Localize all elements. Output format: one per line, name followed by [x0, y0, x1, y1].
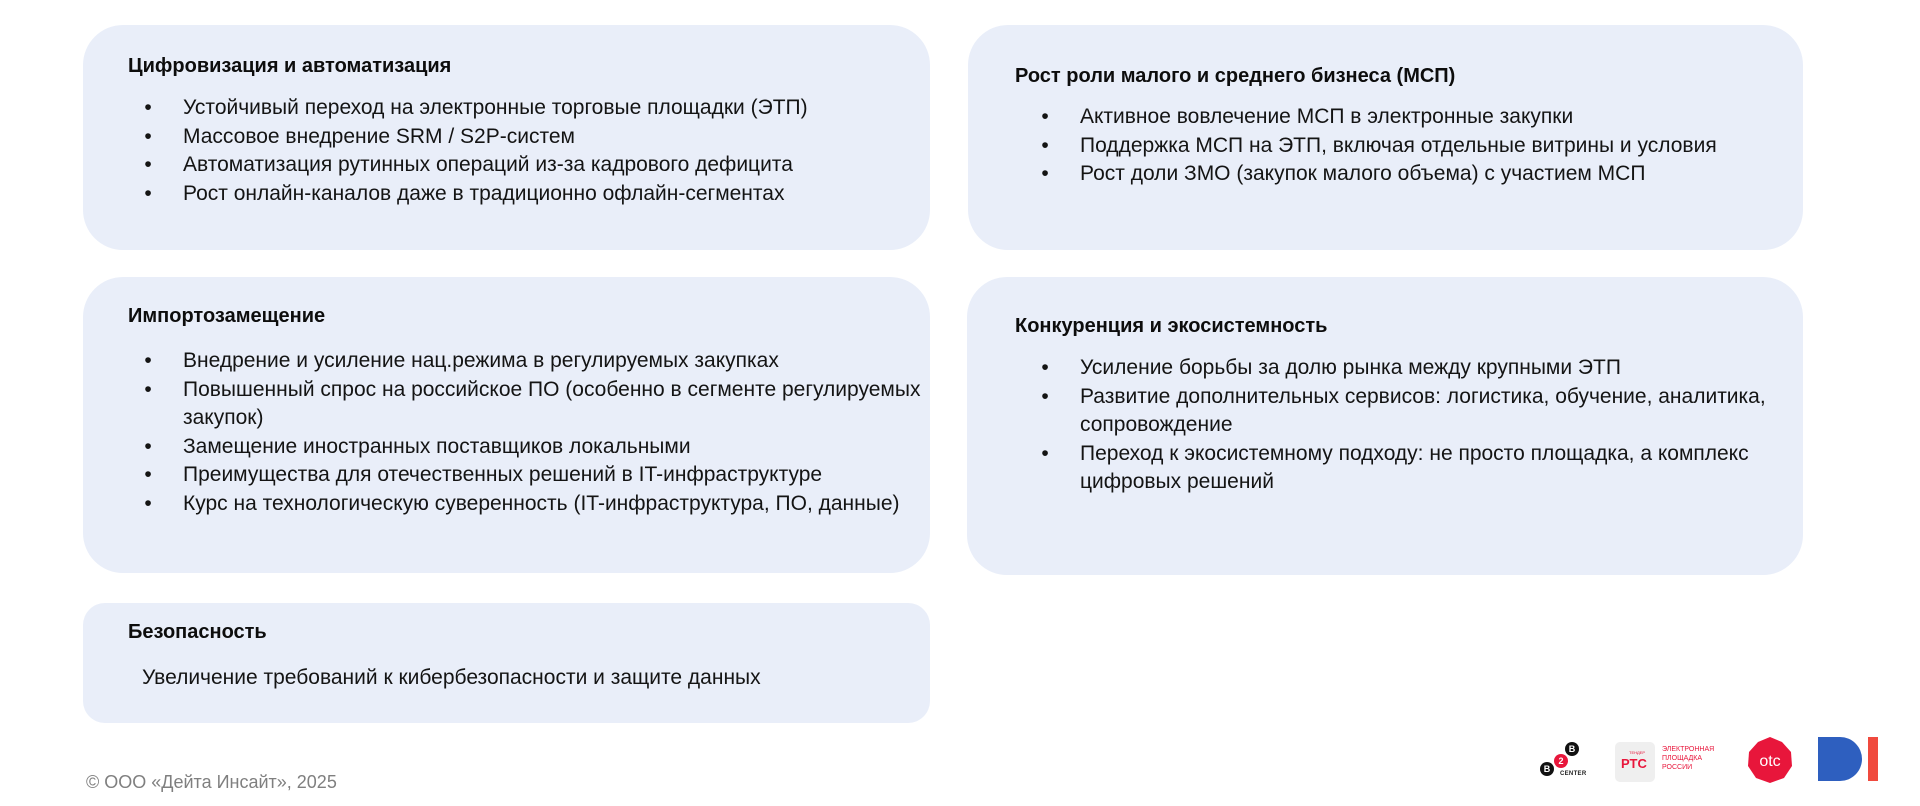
list-item: • Замещение иностранных поставщиков локальными	[143, 433, 933, 462]
b2b-center-logo	[1538, 740, 1594, 782]
b2b-circle-icon: B	[1540, 762, 1554, 776]
bullet-icon: •	[1041, 105, 1049, 128]
list-item: • Поддержка МСП на ЭТП, включая отдельные витрины и условия	[1040, 132, 1770, 161]
list-item: • Устойчивый переход на электронные торговые площадки (ЭТП)	[143, 94, 923, 123]
list-item: • Курс на технологическую суверенность (IT-инфраструктура, ПО, данные)	[143, 490, 933, 519]
list-item: • Активное вовлечение МСП в электронные закупки	[1040, 103, 1770, 132]
security-text: Увеличение требований к кибербезопасности и защите данных	[142, 666, 761, 689]
list-item: • Повышенный спрос на российское ПО (особенно в сегменте регулируемых закупок)	[144, 377, 921, 430]
bullet-icon: •	[144, 124, 152, 148]
bullet-icon: •	[144, 96, 152, 119]
list-item: • Переход к экосистемному подходу: не просто площадка, а комплекс цифровых решений	[1041, 441, 1749, 494]
list-item: • Внедрение и усиление нац.режима в регулируемых закупках	[143, 347, 933, 376]
bullet-list-smb-growth	[1040, 103, 1770, 189]
bullet-icon: •	[1041, 441, 1049, 465]
b2b-circle-icon: 2	[1554, 754, 1568, 768]
bullet-icon: •	[1041, 384, 1049, 408]
di-logo-icon	[1818, 737, 1880, 781]
card-title-import-substitution: Импортозамещение	[128, 305, 326, 327]
b2b-circle-icon: B	[1565, 742, 1579, 756]
bullet-list-import-substitution	[143, 347, 933, 519]
list-item: • Рост онлайн-каналов даже в традиционно офлайн-сегментах	[143, 180, 923, 209]
card-title-security: Безопасность	[128, 621, 267, 643]
card-title-competition-ecosystem: Конкуренция и экосистемность	[1015, 315, 1328, 337]
bullet-icon: •	[144, 463, 152, 487]
otc-logo	[1746, 736, 1794, 784]
bullet-icon: •	[144, 349, 152, 372]
bullet-icon: •	[144, 434, 152, 458]
bullet-icon: •	[144, 491, 152, 515]
list-item: • Развитие дополнительных сервисов: логистика, обучение, аналитика, сопровождение	[1041, 384, 1766, 437]
svg-text:otc: otc	[1759, 753, 1781, 770]
b2b-label: CENTER	[1560, 771, 1587, 777]
data-insight-logo	[1818, 737, 1880, 781]
rts-logo	[1615, 742, 1655, 782]
list-item: • Усиление борьбы за долю рынка между крупными ЭТП	[1040, 354, 1770, 383]
card-title-smb-growth: Рост роли малого и среднего бизнеса (МСП)	[1015, 65, 1456, 87]
list-item: • Массовое внедрение SRM / S2P-систем	[143, 123, 923, 152]
rts-small-label: ТЕНДЕР	[1629, 750, 1646, 755]
bullet-icon: •	[1041, 356, 1049, 379]
list-item: • Автоматизация рутинных операций из-за кадрового дефицита	[143, 151, 923, 180]
otc-badge-icon	[1746, 736, 1794, 784]
copyright: © ООО «Дейта Инсайт», 2025	[86, 772, 337, 792]
bullet-icon: •	[144, 153, 152, 177]
card-title-digitalization: Цифровизация и автоматизация	[128, 55, 452, 77]
rts-logo-text: ЭЛЕКТРОННАЯ ПЛОЩАДКА РОССИИ	[1662, 746, 1715, 771]
bullet-icon: •	[144, 181, 152, 205]
list-item: • Преимущества для отечественных решений в IT-инфраструктуре	[143, 461, 933, 490]
bullet-list-digitalization	[143, 94, 923, 208]
rts-main-label: РТС	[1621, 756, 1647, 771]
bullet-icon: •	[144, 377, 152, 401]
bullet-icon: •	[1041, 133, 1049, 157]
list-item: • Рост доли ЗМО (закупок малого объема) с участием МСП	[1040, 160, 1770, 189]
bullet-icon: •	[1041, 162, 1049, 186]
bullet-list-competition-ecosystem	[1040, 354, 1770, 497]
